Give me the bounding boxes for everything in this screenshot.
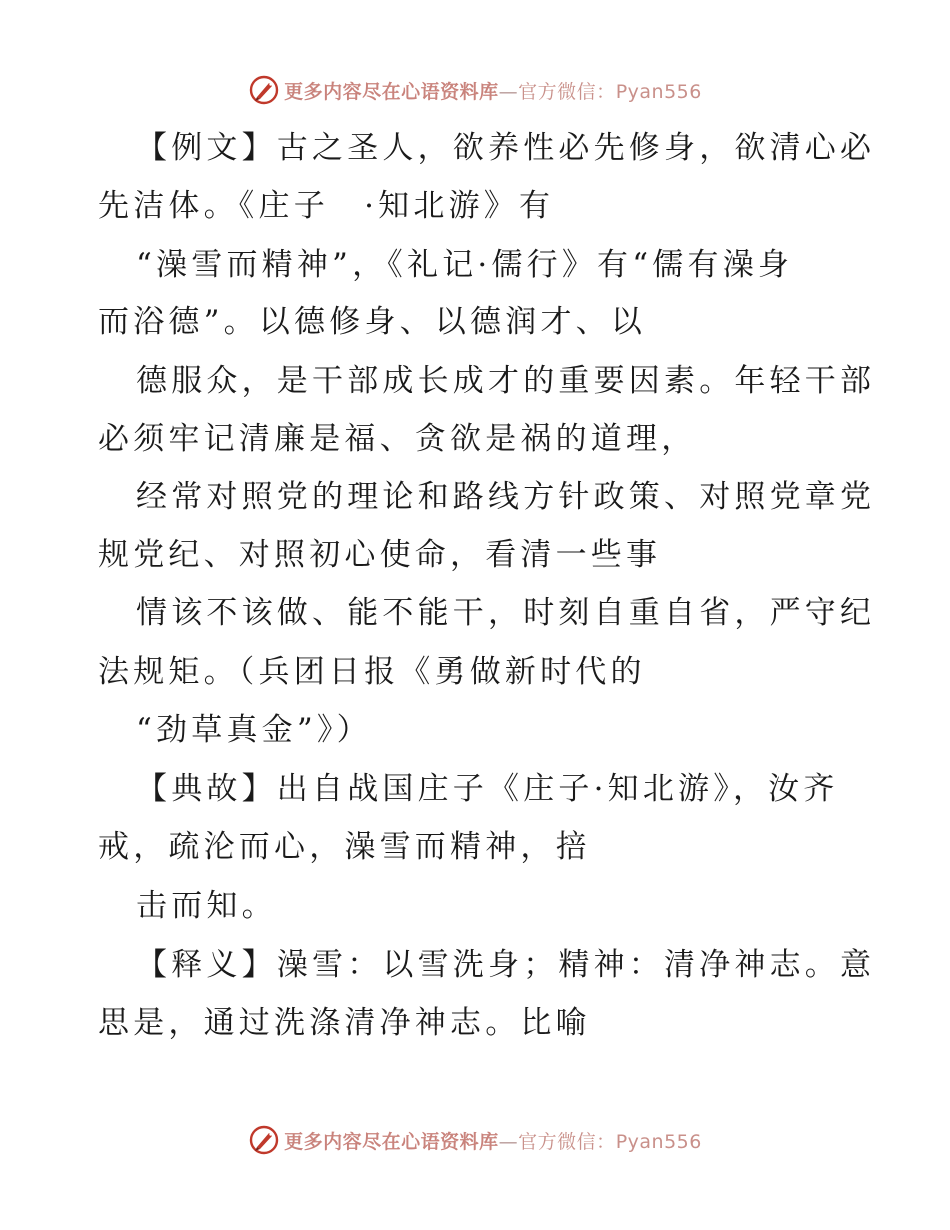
text-line: 【释义】澡雪：以雪洗身；精神：清净神志。意 <box>136 947 876 983</box>
banner-wechat-label: 官方微信： <box>518 80 616 103</box>
text-line: “澡雪而精神”，《礼记·儒行》有“儒有澡身 <box>136 247 794 283</box>
pen-logo-icon <box>248 1124 280 1156</box>
text-line: 情该不该做、能不能干，时刻自重自省，严守纪 <box>136 595 876 631</box>
banner-dash: — <box>498 80 519 103</box>
text-line: 【典故】出自战国庄子《庄子·知北游》，汝齐 <box>136 771 839 807</box>
banner-wechat-id: Pyan556 <box>615 80 702 103</box>
text-line: 经常对照党的理论和路线方针政策、对照党章党 <box>136 479 876 515</box>
banner-prefix: 更多内容尽在心语资料库 <box>284 1130 499 1153</box>
text-line: 思是，通过洗涤清净神志。比喻 <box>98 1005 591 1041</box>
footer-banner <box>0 1120 950 1160</box>
text-line: 先洁体。《庄子 ·知北游》有 <box>98 188 555 224</box>
banner-text <box>284 1127 702 1154</box>
text-line: 【例文】古之圣人，欲养性必先修身，欲清心必 <box>136 130 876 166</box>
text-line: 戒，疏沦而心，澡雪而精神，掊 <box>98 829 591 865</box>
text-line: “劲草真金”》） <box>136 712 372 748</box>
text-line: 德服众，是干部成长成才的重要因素。年轻干部 <box>136 363 876 399</box>
text-line: 规党纪、对照初心使命，看清一些事 <box>98 537 662 573</box>
text-line: 而浴德”。以德修身、以德润才、以 <box>98 304 647 340</box>
text-line: 必须牢记清廉是福、贪欲是祸的道理， <box>98 421 697 457</box>
banner-dash: — <box>498 1130 519 1153</box>
banner-prefix: 更多内容尽在心语资料库 <box>284 80 499 103</box>
banner-wechat-id: Pyan556 <box>615 1130 702 1153</box>
banner-wechat-label: 官方微信： <box>518 1130 616 1153</box>
text-line: 法规矩。（兵团日报《勇做新时代的 <box>98 654 646 690</box>
text-line: 击而知。 <box>136 888 277 924</box>
